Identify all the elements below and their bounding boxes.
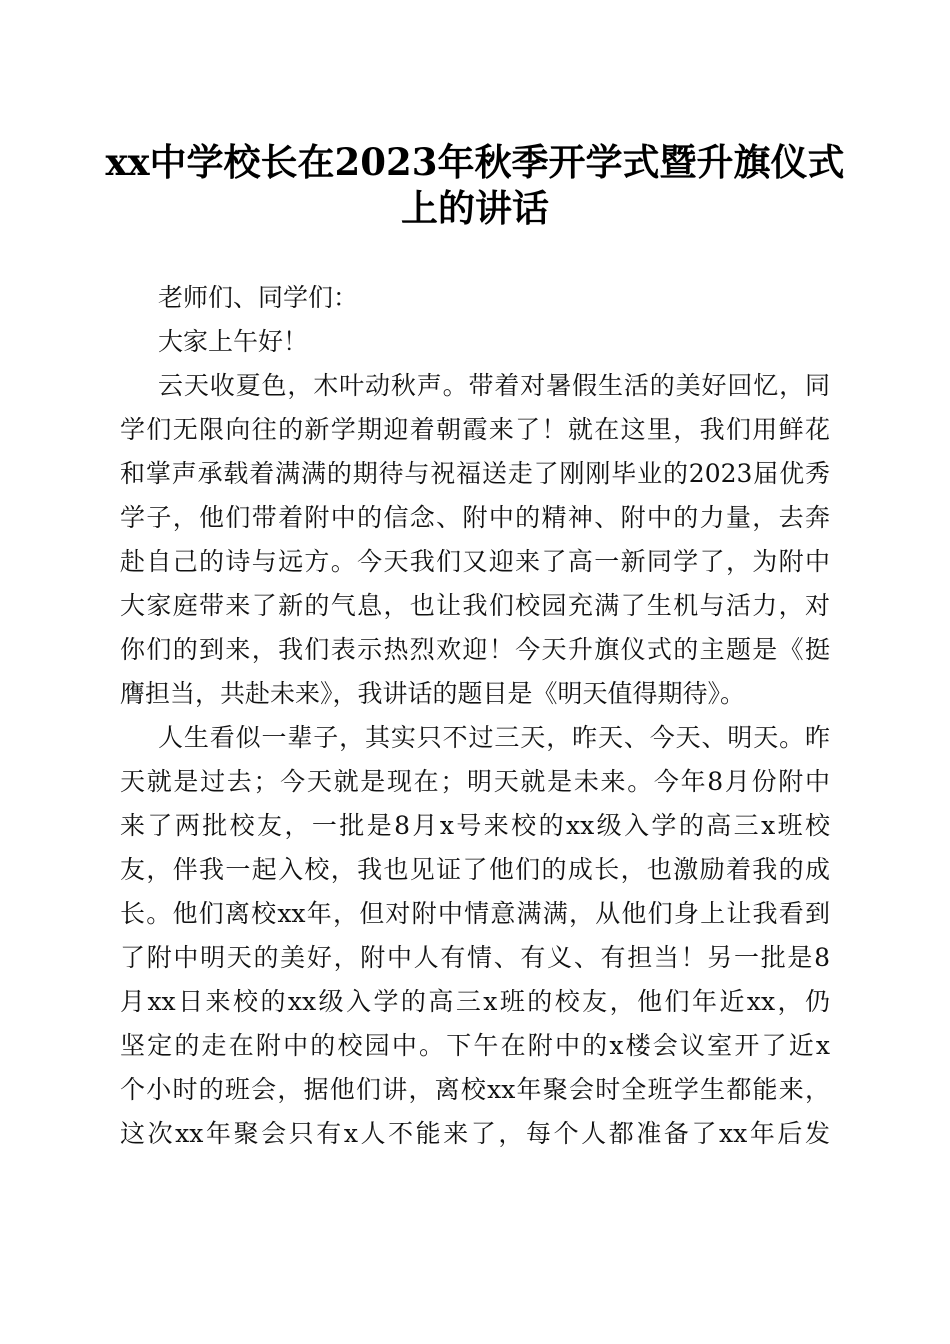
paragraph-2-line: 这次xx年聚会只有x人不能来了，每个人都准备了xx年后发 [120, 1119, 830, 1148]
paragraph-2-line: 来了两批校友，一批是8月x号来校的xx级入学的高三x班校 [120, 811, 830, 840]
document-title-line-1: xx中学校长在2023年秋季开学式暨升旗仪式 [105, 140, 845, 184]
salutation: 老师们、同学们： [158, 283, 359, 312]
document-title-line-2: 上的讲话 [401, 186, 549, 230]
paragraph-2-line: 长。他们离校xx年，但对附中情意满满，从他们身上让我看到 [120, 899, 830, 928]
paragraph-1-line: 和掌声承载着满满的期待与祝福送走了刚刚毕业的2023届优秀 [120, 459, 830, 488]
paragraph-1-line: 学子，他们带着附中的信念、附中的精神、附中的力量，去奔 [120, 503, 830, 532]
paragraph-2-line: 月xx日来校的xx级入学的高三x班的校友，他们年近xx，仍 [120, 987, 830, 1016]
paragraph-1-line: 云天收夏色，木叶动秋声。带着对暑假生活的美好回忆，同 [158, 371, 830, 400]
greeting: 大家上午好！ [158, 327, 309, 356]
paragraph-1-line: 你们的到来，我们表示热烈欢迎！今天升旗仪式的主题是《挺 [120, 635, 830, 664]
paragraph-1-line: 赴自己的诗与远方。今天我们又迎来了高一新同学了，为附中 [120, 547, 830, 576]
paragraph-1-line: 大家庭带来了新的气息，也让我们校园充满了生机与活力，对 [120, 591, 830, 620]
paragraph-2-line: 友，伴我一起入校，我也见证了他们的成长，也激励着我的成 [120, 855, 830, 884]
paragraph-2-line: 了附中明天的美好，附中人有情、有义、有担当！另一批是8 [120, 943, 830, 972]
paragraph-2-line: 坚定的走在附中的校园中。下午在附中的x楼会议室开了近x [120, 1031, 830, 1060]
paragraph-2-line: 个小时的班会，据他们讲，离校xx年聚会时全班学生都能来， [120, 1075, 830, 1104]
paragraph-2-line: 天就是过去；今天就是现在；明天就是未来。今年8月份附中 [120, 767, 830, 796]
paragraph-2-line: 人生看似一辈子，其实只不过三天，昨天、今天、明天。昨 [158, 723, 830, 752]
paragraph-1-line: 学们无限向往的新学期迎着朝霞来了！就在这里，我们用鲜花 [120, 415, 830, 444]
paragraph-1-line: 膺担当，共赴未来》，我讲话的题目是《明天值得期待》。 [120, 679, 746, 708]
